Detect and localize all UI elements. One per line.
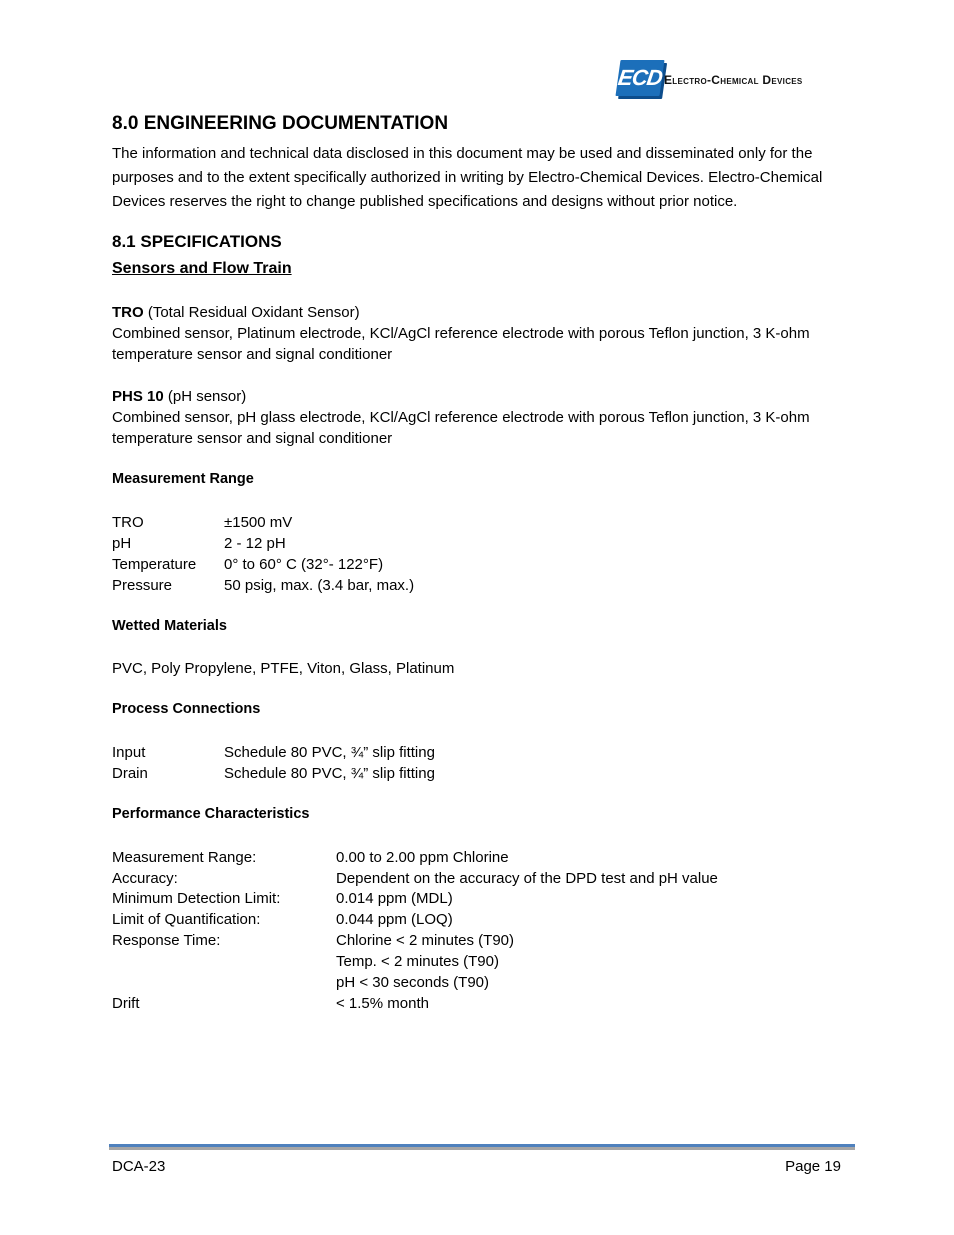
phs10-heading [112,386,832,407]
section-title-engineering-documentation: 8.0 ENGINEERING DOCUMENTATION [112,113,449,134]
spec-value: 0.014 ppm (MDL) [336,890,453,907]
spec-value: 0.00 to 2.00 ppm Chlorine [336,849,509,866]
spec-label: pH [112,535,132,552]
spec-value: 0.044 ppm (LOQ) [336,911,453,928]
logo-company-name: Electro-Chemical Devices [664,73,803,87]
spec-label: Measurement Range: [112,849,257,866]
footer-page-number: Page 19 [785,1158,841,1175]
spec-value: Chlorine < 2 minutes (T90) [336,932,514,949]
wetted-materials-heading: Wetted Materials [112,618,227,634]
phs10-qualifier: (pH sensor) [163,388,247,405]
spec-value: pH < 30 seconds (T90) [336,974,489,991]
spec-label: Accuracy: [112,870,178,887]
wetted-materials-value: PVC, Poly Propylene, PTFE, Viton, Glass, Platinum [112,660,455,677]
spec-value: ±1500 mV [224,514,293,531]
spec-label: Pressure [112,577,173,594]
spec-value: 0° to 60° C (32°- 122°F) [224,556,384,573]
spec-value: Schedule 80 PVC, ¾” slip fitting [224,744,435,761]
spec-label: Limit of Quantification: [112,911,261,928]
spec-label: Minimum Detection Limit: [112,890,281,907]
measurement-range-heading: Measurement Range [112,471,254,487]
spec-label: Temperature [112,556,197,573]
spec-label: Drift [112,995,140,1012]
section-body-engineering-documentation: The information and technical data disclosed in this document may be used and disseminated only for the purposes and to the extent specifically authorized in writing by Electro-Chemical Devices. Electro-Chemical Devices reserves the right to change published specifications and designs without prior notice. [112,145,823,210]
spec-label: Response Time: [112,932,221,949]
spec-value: 2 - 12 pH [224,535,286,552]
spec-value: Dependent on the accuracy of the DPD test and pH value [336,870,718,887]
tro-name: TRO [112,304,144,321]
spec-value: Temp. < 2 minutes (T90) [336,953,499,970]
ecd-logo-mark [615,60,664,96]
tro-qualifier: (Total Residual Oxidant Sensor) [143,304,360,321]
spec-label: Input [112,744,146,761]
process-connections-heading: Process Connections [112,701,261,717]
phs10-description: Combined sensor, pH glass electrode, KCl/AgCl reference electrode with porous Teflon junction, 3 K-ohm temperature sensor and signal conditioner [112,409,810,447]
footer-rule-gray [109,1147,855,1150]
spec-value: < 1.5% month [336,995,429,1012]
company-logo [618,58,848,102]
tro-heading [112,302,832,323]
spec-value: Schedule 80 PVC, ¾” slip fitting [224,765,435,782]
subsection-title-sensors-flow-train: Sensors and Flow Train [112,260,292,277]
logo-mark-text: ECD [616,65,664,90]
phs10-block [112,386,832,449]
spec-value: 50 psig, max. (3.4 bar, max.) [224,577,415,594]
tro-description: Combined sensor, Platinum electrode, KCl/AgCl reference electrode with porous Teflon junction, 3 K-ohm temperature sensor and signal conditioner [112,325,810,363]
spec-label: TRO [112,514,144,531]
spec-label: Drain [112,765,148,782]
performance-heading: Performance Characteristics [112,806,310,822]
phs10-name: PHS 10 [112,388,164,405]
footer-doc-id: DCA-23 [112,1158,166,1175]
tro-block [112,302,832,365]
section-title-specifications: 8.1 SPECIFICATIONS [112,232,282,251]
